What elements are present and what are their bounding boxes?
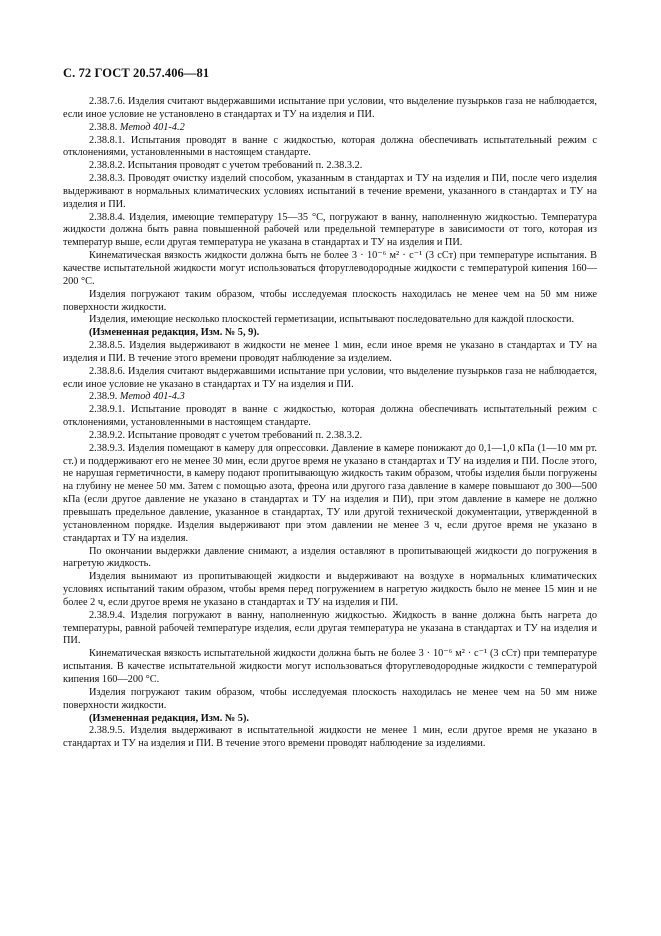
paragraph-2-38-9-4: 2.38.9.4. Изделия погружают в ванну, наполненную жидкостью. Жидкость в ванне должна быть нагрета до температуры, равной рабочей температуре изделия, если другая температура не указана в стандартах и ТУ на изделия и ПИ. — [63, 609, 597, 647]
paragraph-2-38-8-2: 2.38.8.2. Испытания проводят с учетом требований п. 2.38.3.2. — [89, 160, 363, 172]
method-title: Метод 401-4.3 — [119, 391, 185, 403]
heading-2-38-8 — [63, 122, 597, 135]
paragraph-2-38-9-5: 2.38.9.5. Изделия выдерживают в испытательной жидкости не менее 1 мин, если другое время не указано в стандартах и ТУ на изделия и ПИ. В течение этого времени проводят наблюдение за изделиями. — [63, 725, 597, 750]
page-header: С. 72 ГОСТ 20.57.406—81 — [63, 66, 210, 80]
paragraph-viscosity-1: Кинематическая вязкость жидкости должна быть не более 3 · 10⁻⁶ м² · с⁻¹ (3 сСт) при температуре испытания. В качестве испытательной жидкости могут использоваться фторуглеводородные жидкости с температурой кипения 160—200 °С. — [63, 250, 597, 287]
paragraph-2-38-8-5: 2.38.8.5. Изделия выдерживают в жидкости не менее 1 мин, если иное время не указано в стандартах и ТУ на изделия и ПИ. В течение этого времени проводят наблюдение за изделием. — [63, 340, 597, 364]
paragraph-immersion-2: Изделия погружают таким образом, чтобы исследуемая плоскость находилась не менее чем на 50 мм ниже поверхности жидкости. — [63, 686, 597, 711]
paragraph-2-38-8-6: 2.38.8.6. Изделия считают выдержавшими испытание при условии, что выделение пузырьков газа не наблюдается, если иное условие не указано в стандартах и ТУ на изделия и ПИ. — [63, 365, 597, 390]
paragraph-2-38-9-2: 2.38.9.2. Испытание проводят с учетом требований п. 2.38.3.2. — [89, 429, 363, 441]
paragraph-2-38-9-3: 2.38.9.3. Изделия помещают в камеру для опрессовки. Давление в камере понижают до 0,1—1,0 кПа (1—10 мм рт. ст.) и поддерживают его не менее 30 мин, если другое время не указано в стандартах и ТУ на изделия и ПИ. После этого, не нарушая герметичности, в камеру подают пропитывающую жидкость таким образом, чтобы изделия были погружены на глубину не менее 50 мм. Затем с помощью азота, фреона или другого газа давление в камере повышают до 300—500 кПа (если другое давление не указано в стандартах и ТУ на изделия и ПИ), при этом давление в камере не должно превышать предельное давление, указанное в стандартах, ТУ или другой технической документации, утвержденной в установленном порядке. Изделия выдерживают при этом давлении не менее 3 ч, если другое время не указано в стандартах и ТУ на изделия. — [63, 442, 597, 544]
paragraph-2-38-8-3: 2.38.8.3. Проводят очистку изделий способом, указанным в стандартах и ТУ на изделия и ПИ, после чего изделия выдерживают в нормальных климатических условиях испытаний в течение времени, указанного в стандартах и ТУ на изделия и ПИ. — [63, 173, 597, 210]
paragraph-pressure-release: По окончании выдержки давление снимают, а изделия оставляют в пропитывающей жидкости до погружения в нагретую жидкость. — [63, 545, 597, 570]
amendment-note-2: (Измененная редакция, Изм. № 5). — [89, 712, 249, 724]
amendment-note-1: (Измененная редакция, Изм. № 5, 9). — [89, 327, 260, 339]
heading-2-38-9 — [63, 391, 597, 404]
paragraph-2-38-7-6: 2.38.7.6. Изделия считают выдержавшими испытание при условии, что выделение пузырьков газа не наблюдается, если иное условие не установлено в стандартах и ТУ на изделия и ПИ. — [63, 96, 597, 120]
paragraph-multiple-planes: Изделия, имеющие несколько плоскостей герметизации, испытывают последовательно для каждой плоскости. — [89, 314, 575, 326]
method-title: Метод 401-4.2 — [119, 121, 185, 133]
paragraph-immersion-1: Изделия погружают таким образом, чтобы исследуемая плоскость находилась не менее чем на 50 мм ниже поверхности жидкости. — [63, 288, 597, 313]
heading-number: 2.38.8. — [89, 121, 120, 133]
paragraph-viscosity-2: Кинематическая вязкость испытательной жидкости должна быть не более 3 · 10⁻⁶ м² · с⁻¹ (3 сСт) при температуре испытания. В качестве испытательной жидкости могут использоваться фторуглеводородные жидкости с температурой кипения 160—200 °С. — [63, 648, 597, 685]
paragraph-2-38-8-4: 2.38.8.4. Изделия, имеющие температуру 15—35 °С, погружают в ванну, наполненную жидкостью. Температура жидкости должна быть равна повышенной рабочей или предельной температуре в зависимости от того, которая из температур выше, если другая температура не указана в стандартах и ТУ на изделия и ПИ. — [63, 211, 597, 249]
paragraph-2-38-8-1: 2.38.8.1. Испытания проводят в ванне с жидкостью, которая должна обеспечивать испытательный режим с отклонениями, установленными в настоящем стандарте. — [63, 134, 597, 159]
heading-number: 2.38.9. — [89, 391, 120, 403]
paragraph-2-38-9-1: 2.38.9.1. Испытание проводят в ванне с жидкостью, которая должна обеспечивать испытательный режим с отклонениями, установленными в настоящем стандарте. — [63, 404, 597, 429]
paragraph-remove-parts: Изделия вынимают из пропитывающей жидкости и выдерживают на воздухе в нормальных климатических условиях испытаний таким образом, чтобы время перед погружением в нагретую жидкость было не менее 15 мин и не более 2 ч, если другое время не указано в стандартах и ТУ на изделия и ПИ. — [63, 571, 597, 608]
document-body — [63, 96, 597, 751]
